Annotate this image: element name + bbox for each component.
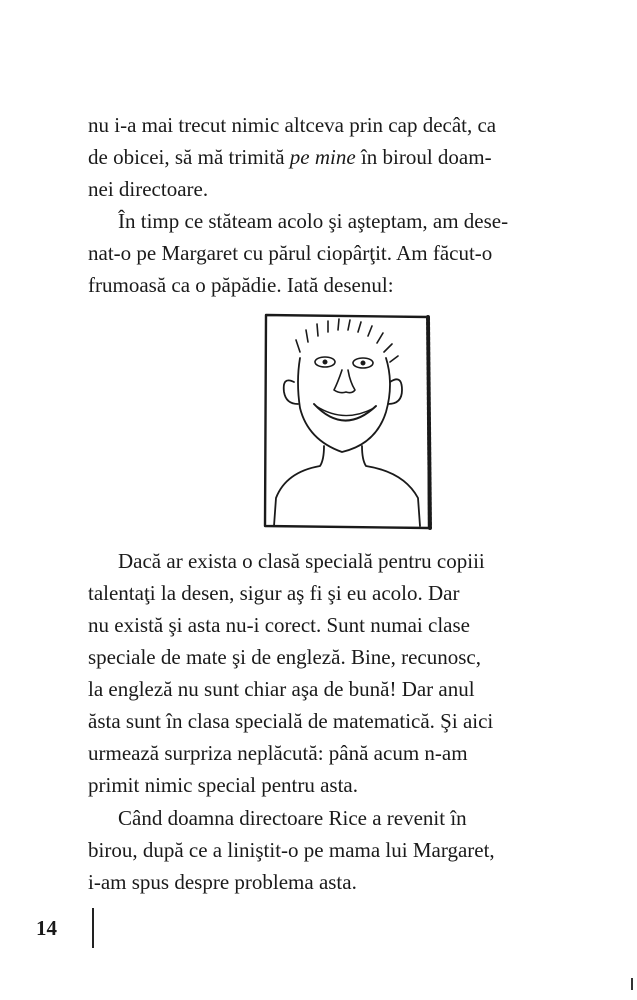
text-line bbox=[88, 641, 593, 673]
text-line bbox=[88, 577, 593, 609]
text-segment: nu i-a mai trecut nimic altceva prin cap decât, ca bbox=[88, 113, 497, 137]
text-segment: primit nimic special pentru asta. bbox=[88, 773, 359, 797]
text-line bbox=[88, 545, 593, 577]
text-line bbox=[88, 237, 593, 269]
text-segment: nu există şi asta nu-i corect. Sunt numai clase bbox=[88, 613, 470, 637]
text-line bbox=[88, 673, 593, 705]
paragraph-1 bbox=[88, 109, 593, 205]
paragraph-4 bbox=[88, 802, 593, 898]
paragraph-2 bbox=[88, 205, 593, 301]
text-segment: birou, după ce a liniştit-o pe mama lui Margaret, bbox=[88, 838, 495, 862]
text-line bbox=[88, 269, 593, 301]
text-line bbox=[88, 109, 593, 141]
text-segment: i-am spus despre problema asta. bbox=[88, 870, 357, 894]
scan-edge-mark bbox=[631, 978, 633, 990]
text-segment: urmează surpriza neplăcută: până acum n-am bbox=[88, 741, 468, 765]
text-line bbox=[88, 834, 593, 866]
text-segment: speciale de mate şi de engleză. Bine, recunosc, bbox=[88, 645, 481, 669]
text-line bbox=[88, 866, 593, 898]
text-segment: nat-o pe Margaret cu părul ciopârţit. Am făcut-o bbox=[88, 241, 493, 265]
margaret-drawing bbox=[262, 312, 434, 532]
paragraph-3 bbox=[88, 545, 593, 801]
text-segment: de obicei, să mă trimită bbox=[88, 145, 290, 169]
text-segment: Când doamna directoare Rice a revenit în bbox=[118, 806, 467, 830]
text-segment: la engleză nu sunt chiar aşa de bună! Dar anul bbox=[88, 677, 475, 701]
page-number: 14 bbox=[36, 916, 57, 940]
text-line bbox=[88, 737, 593, 769]
italic-text: pe mine bbox=[289, 145, 356, 169]
text-segment: nei directoare. bbox=[88, 177, 209, 201]
text-line bbox=[88, 205, 593, 237]
page-number-rule bbox=[92, 908, 94, 948]
text-line bbox=[88, 769, 593, 801]
text-segment: Dacă ar exista o clasă specială pentru copiii bbox=[118, 549, 485, 573]
text-segment: În timp ce stăteam acolo şi aşteptam, am dese- bbox=[118, 209, 509, 233]
text-line bbox=[88, 173, 593, 205]
text-line bbox=[88, 609, 593, 641]
text-segment: frumoasă ca o păpădie. Iată desenul: bbox=[88, 273, 394, 297]
text-line bbox=[88, 802, 593, 834]
text-segment: ăsta sunt în clasa specială de matematică. Şi aici bbox=[88, 709, 494, 733]
text-line bbox=[88, 141, 593, 173]
text-segment: talentaţi la desen, sigur aş fi şi eu acolo. Dar bbox=[88, 581, 460, 605]
text-segment: în biroul doam- bbox=[355, 145, 492, 169]
text-line bbox=[88, 705, 593, 737]
